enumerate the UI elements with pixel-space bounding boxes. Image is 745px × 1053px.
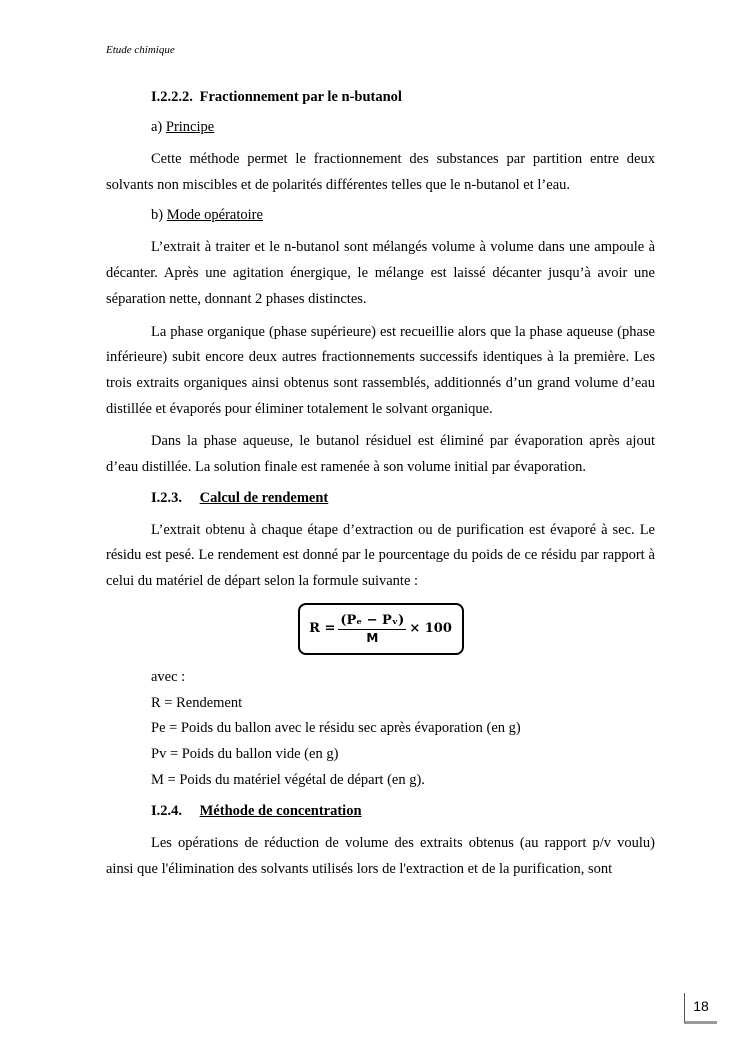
section-title: Fractionnement par le n-butanol <box>199 89 402 105</box>
formula-lhs: R = <box>309 621 336 637</box>
section-heading-fractionnement <box>151 87 655 107</box>
mode-paragraph-3: Dans la phase aqueuse, le butanol résiduel est éliminé par évaporation après ajout d’eau distillée. La solution finale est ramenée à son volume initial par évaporation. <box>106 433 655 476</box>
definition-line: avec : <box>151 668 186 685</box>
section-title: Méthode de concentration <box>199 803 362 820</box>
yield-formula <box>298 603 464 655</box>
section-number: I.2.2.2. <box>151 89 193 105</box>
definition-line: M = Poids du matériel végétal de départ (en g). <box>151 771 425 788</box>
section-heading-concentration <box>151 801 655 821</box>
principe-paragraph: Cette méthode permet le fractionnement des substances par partition entre deux solvants non miscibles et de polarités différentes telles que le n-butanol et l’eau. <box>106 151 655 193</box>
page-body <box>106 87 655 890</box>
formula-rhs: × 100 <box>409 621 452 637</box>
definition-line: Pe = Poids du ballon avec le résidu sec après évaporation (en g) <box>151 720 521 737</box>
rendement-paragraph: L’extrait obtenu à chaque étape d’extraction ou de purification est évaporé à sec. Le résidu est pesé. Le rendement est donné par le pourcentage du poids de ce résidu par rapport à celui du matériel de départ selon la formule suivante : <box>106 521 655 590</box>
running-header: Etude chimique <box>106 44 175 56</box>
section-number: I.2.3. <box>151 489 183 506</box>
subheading-letter: a) <box>151 119 163 135</box>
mode-paragraph-1: L’extrait à traiter et le n-butanol sont mélangés volume à volume dans une ampoule à décanter. Après une agitation énergique, le mélange est laissé décanter jusqu’à avoir une séparation nette, donnant 2 phases distinctes. <box>106 239 655 307</box>
section-heading-rendement <box>151 488 655 508</box>
subheading-label: Mode opératoire <box>166 207 263 224</box>
page-number: 18 <box>684 993 717 1024</box>
subheading-principe <box>151 117 655 137</box>
definition-line: Pv = Poids du ballon vide (en g) <box>151 745 339 762</box>
subheading-mode <box>151 205 655 225</box>
formula-numerator: (Pₑ − Pᵥ) <box>340 612 405 628</box>
definition-line: R = Rendement <box>151 694 243 711</box>
mode-paragraph-2: La phase organique (phase supérieure) est recueillie alors que la phase aqueuse (phase inférieure) subit encore deux autres fractionnements successifs identiques à la première. Les trois extraits organiques ainsi obtenus sont rassemblés, additionnés d’un grand volume d’eau distillée et évaporés pour éliminer totalement le solvant organique. <box>106 323 655 417</box>
formula-fraction <box>338 613 406 645</box>
section-number: I.2.4. <box>151 803 183 820</box>
subheading-letter: b) <box>151 207 164 224</box>
formula-denominator: M <box>366 630 379 645</box>
section-title: Calcul de rendement <box>199 489 329 506</box>
subheading-label: Principe <box>165 119 215 135</box>
concentration-paragraph: Les opérations de réduction de volume des extraits obtenus (au rapport p/v voulu) ainsi que l'élimination des solvants utilisés lors de l'extraction et de la purification, sont <box>106 835 655 878</box>
formula-container <box>106 603 655 655</box>
